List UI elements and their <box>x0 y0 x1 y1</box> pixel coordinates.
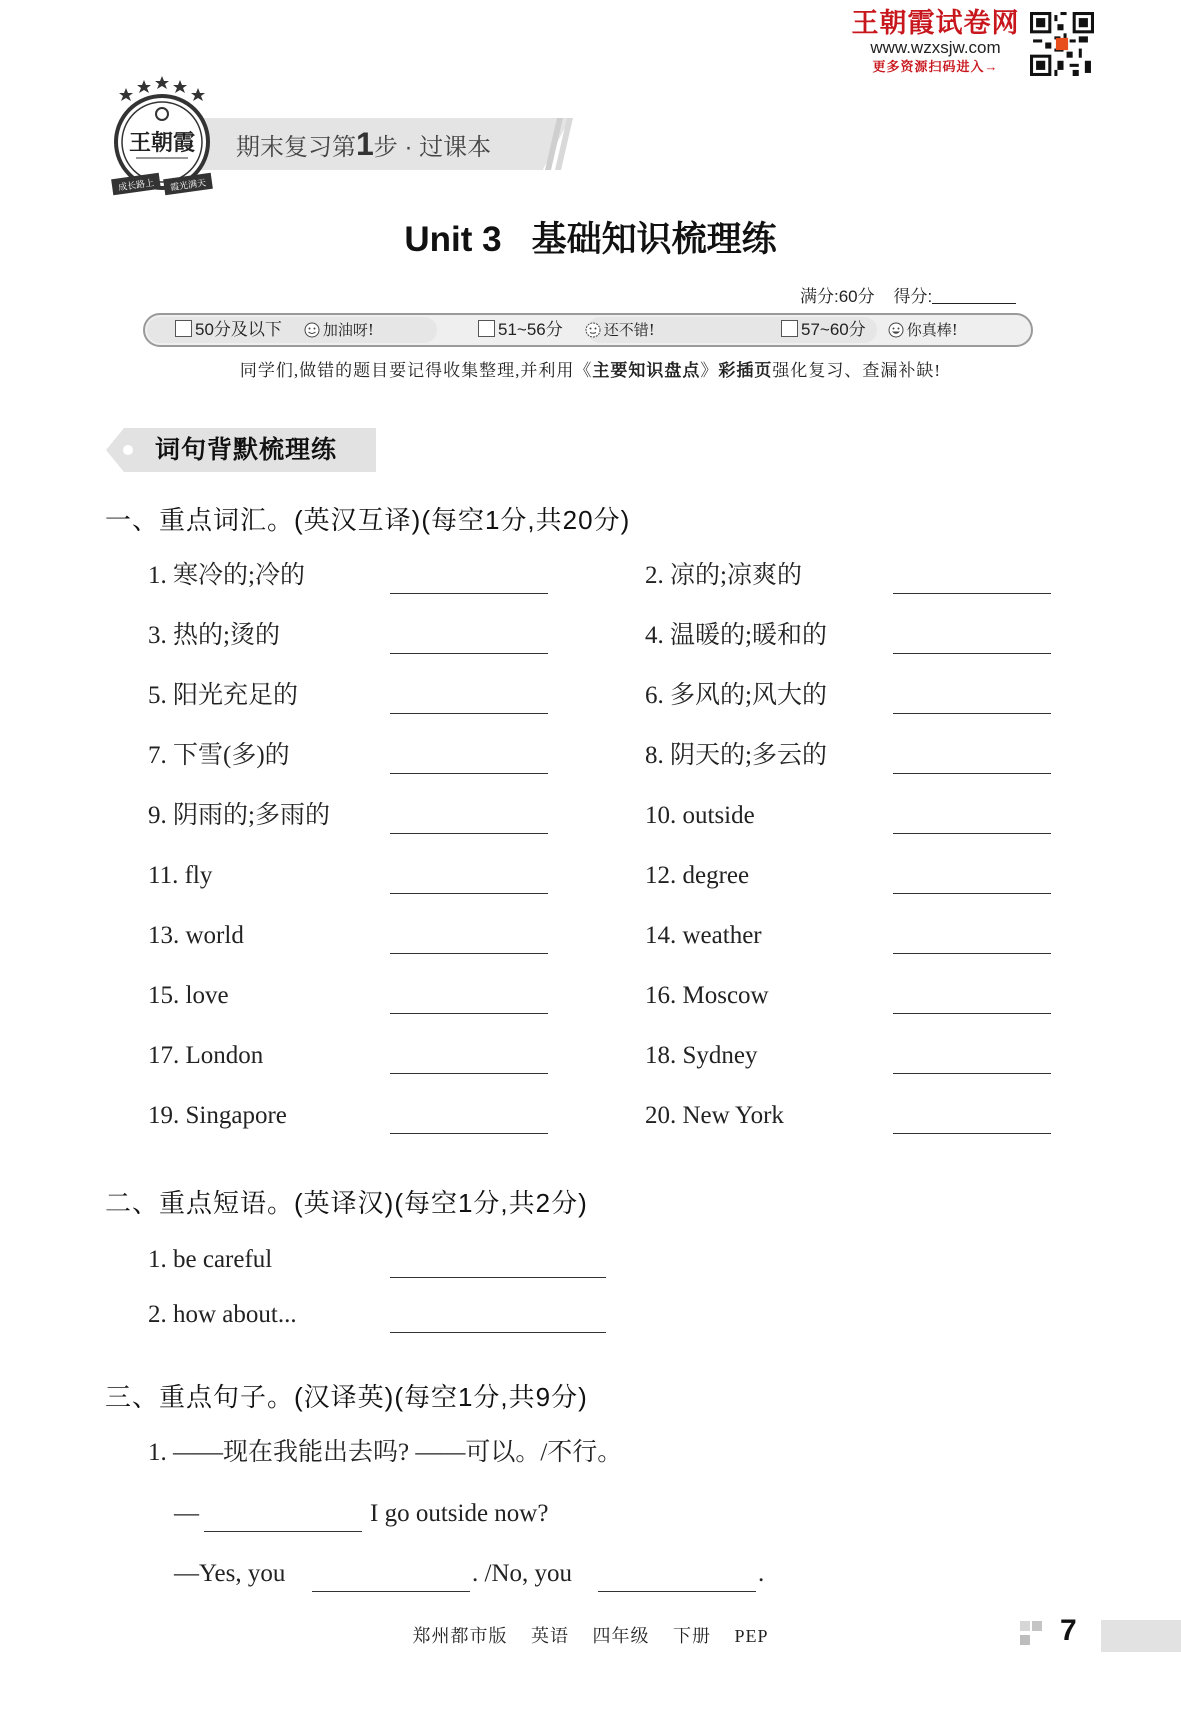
instruction-note <box>0 356 1181 381</box>
vocab-item: 20. New York <box>645 1102 784 1129</box>
full-score-label: 满分:60分 <box>800 287 875 306</box>
sentence-text: . /No, you <box>472 1560 572 1587</box>
answer-blank[interactable] <box>390 1332 606 1333</box>
got-score-label: 得分: <box>893 287 933 306</box>
answer-blank[interactable] <box>390 593 548 594</box>
smiley-face-icon <box>888 322 904 338</box>
answer-blank[interactable] <box>390 653 548 654</box>
vocab-item: 18. Sydney <box>645 1042 758 1069</box>
vocab-item: 8. 阴天的;多云的 <box>645 742 827 769</box>
banner-step: 1 <box>356 126 374 162</box>
page-title <box>0 212 1181 262</box>
phrase-item: 2. how about... <box>148 1301 297 1328</box>
answer-blank[interactable] <box>893 1073 1051 1074</box>
rating-checkbox[interactable] <box>175 320 192 337</box>
rating-checkbox[interactable] <box>478 320 495 337</box>
answer-blank[interactable] <box>390 893 548 894</box>
vocab-item: 19. Singapore <box>148 1102 287 1129</box>
banner-suffix: 步 · 过课本 <box>373 134 492 161</box>
brand-scan-text: 更多资源扫码进入→ <box>872 59 999 74</box>
rating-bar <box>143 313 1033 347</box>
answer-blank[interactable] <box>893 833 1051 834</box>
title-text: 基础知识梳理练 <box>531 220 777 259</box>
vocab-item: 1. 寒冷的;冷的 <box>148 562 305 589</box>
answer-blank[interactable] <box>893 953 1051 954</box>
note-text: 》 <box>700 361 719 380</box>
answer-blank[interactable] <box>893 653 1051 654</box>
brand-badge-logo <box>106 76 218 200</box>
rating-range: 57~60分 <box>801 320 866 339</box>
vocab-item: 5. 阳光充足的 <box>148 682 299 709</box>
section-label: 词句背默梳理练 <box>155 436 338 464</box>
rating-message: 加油呀! <box>322 321 374 339</box>
answer-blank[interactable] <box>390 1013 548 1014</box>
vocab-item: 17. London <box>148 1042 264 1069</box>
badge-slogan-right: 霞光满天 <box>169 178 207 194</box>
footer-edition: 郑州都市版 英语 四年级 下册 PEP <box>412 1626 769 1646</box>
vocab-item: 13. world <box>148 922 244 949</box>
vocab-item: 9. 阴雨的;多雨的 <box>148 802 330 829</box>
rating-range: 51~56分 <box>498 320 563 339</box>
vocab-item: 14. weather <box>645 922 762 949</box>
vocab-item: 2. 凉的;凉爽的 <box>645 562 802 589</box>
sentence-text: . <box>758 1560 765 1587</box>
answer-blank[interactable] <box>598 1591 756 1592</box>
brand-name: 王朝霞试卷网 <box>851 8 1020 38</box>
part1-heading: 一、重点词汇。(英汉互译)(每空1分,共20分) <box>105 505 631 535</box>
answer-blank[interactable] <box>893 773 1051 774</box>
vocab-item: 3. 热的;烫的 <box>148 622 280 649</box>
rating-item <box>478 315 655 345</box>
answer-blank[interactable] <box>390 1133 548 1134</box>
answer-blank[interactable] <box>893 893 1051 894</box>
note-bold-text: 彩插页 <box>718 361 773 380</box>
rating-checkbox[interactable] <box>781 320 798 337</box>
score-blank[interactable] <box>932 287 1016 304</box>
vocab-item: 12. degree <box>645 862 750 889</box>
banner-title <box>236 124 491 168</box>
sentence-text: I go outside now? <box>370 1500 549 1527</box>
sentence-dash: — <box>174 1500 199 1527</box>
answer-blank[interactable] <box>390 833 548 834</box>
answer-blank[interactable] <box>390 713 548 714</box>
phrase-item: 1. be careful <box>148 1246 273 1273</box>
brand-url[interactable]: www.wzxsjw.com <box>870 38 1001 57</box>
title-unit: Unit 3 <box>404 220 502 259</box>
vocab-item: 7. 下雪(多)的 <box>148 742 290 769</box>
answer-blank[interactable] <box>390 953 548 954</box>
vocab-item: 10. outside <box>645 802 755 829</box>
sentence-text: —Yes, you <box>174 1560 286 1587</box>
answer-blank[interactable] <box>893 1133 1051 1134</box>
brand-block <box>848 8 1023 76</box>
note-bold-text: 主要知识盘点 <box>592 361 701 380</box>
vocab-item: 16. Moscow <box>645 982 769 1009</box>
badge-slogan-left: 成长路上 <box>117 178 155 194</box>
qr-code-icon[interactable] <box>1030 12 1094 76</box>
sentence-question: 1. ——现在我能出去吗? ——可以。/不行。 <box>148 1439 623 1466</box>
part3-heading: 三、重点句子。(汉译英)(每空1分,共9分) <box>105 1382 588 1412</box>
badge-name: 王朝霞 <box>128 130 196 156</box>
answer-blank[interactable] <box>390 773 548 774</box>
answer-blank[interactable] <box>312 1591 470 1592</box>
vocab-item: 6. 多风的;风大的 <box>645 682 827 709</box>
part2-heading: 二、重点短语。(英译汉)(每空1分,共2分) <box>105 1188 588 1218</box>
answer-blank[interactable] <box>893 593 1051 594</box>
page-number-bar <box>1101 1620 1181 1652</box>
smiley-face-icon <box>585 322 601 338</box>
vocab-item: 15. love <box>148 982 229 1009</box>
vocab-item: 11. fly <box>148 862 213 889</box>
answer-blank[interactable] <box>390 1277 606 1278</box>
answer-blank[interactable] <box>204 1531 362 1532</box>
answer-blank[interactable] <box>390 1073 548 1074</box>
banner-stripe-decoration <box>545 118 579 170</box>
answer-blank[interactable] <box>893 1013 1051 1014</box>
rating-message: 你真棒! <box>906 321 958 339</box>
page-number: 7 <box>1060 1614 1077 1647</box>
score-line <box>800 282 1016 307</box>
rating-item <box>175 315 374 345</box>
rating-range: 50分及以下 <box>195 320 282 339</box>
vocab-item: 4. 温暖的;暖和的 <box>645 622 827 649</box>
rating-item <box>781 315 958 345</box>
note-text: 同学们,做错的题目要记得收集整理,并利用《 <box>239 361 593 380</box>
smiley-face-icon <box>304 322 320 338</box>
banner-prefix: 期末复习第 <box>236 134 356 161</box>
note-text: 强化复习、查漏补缺! <box>772 361 942 380</box>
answer-blank[interactable] <box>893 713 1051 714</box>
rating-message: 还不错! <box>603 321 655 339</box>
page-corner-decoration <box>1020 1621 1052 1651</box>
